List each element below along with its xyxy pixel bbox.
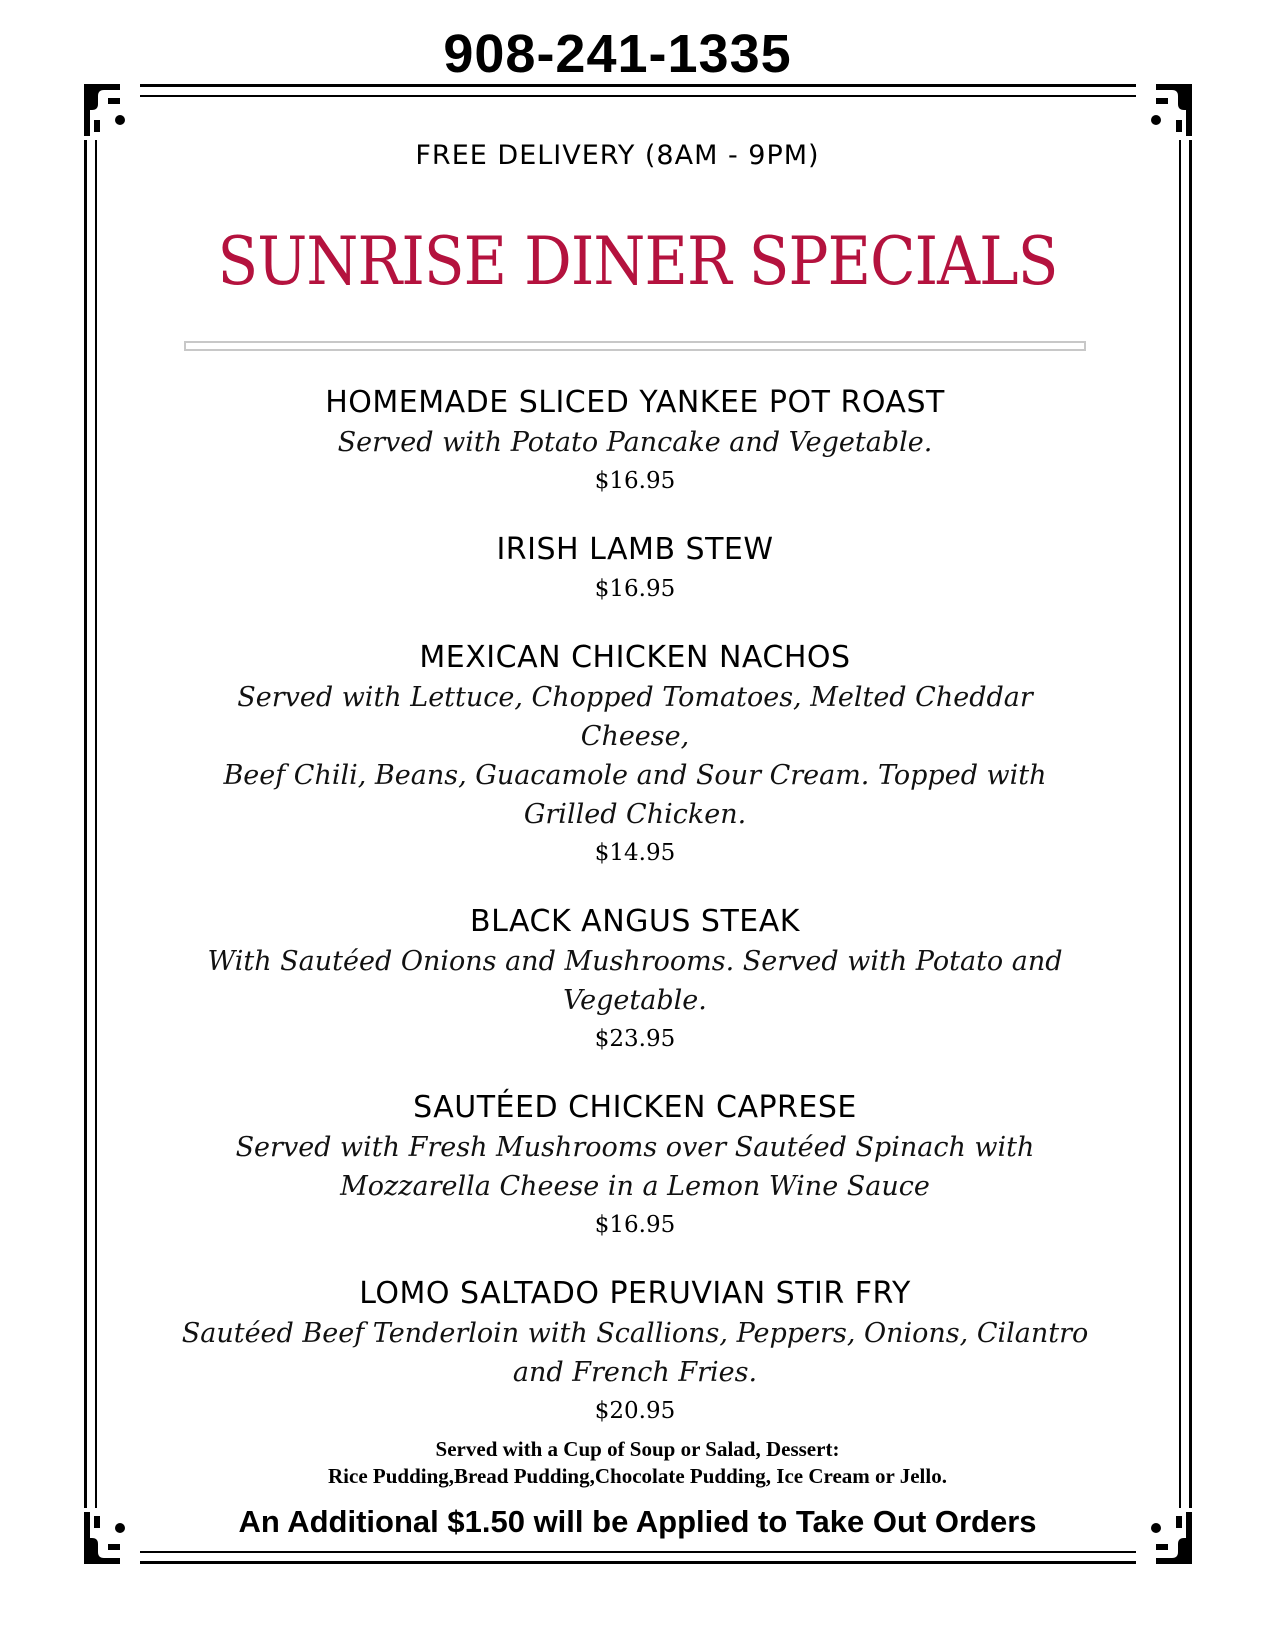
menu-item-description: Served with Fresh Mushrooms over Sautéed Spinach with (235, 1132, 1035, 1163)
menu-item-price: $16.95 (594, 576, 676, 602)
menu-item (180, 902, 1090, 1058)
page-title: SUNRISE DINER SPECIALS (217, 223, 1058, 300)
menu-item-description: Sautéed Beef Tenderloin with Scallions, Peppers, Onions, Cilantro (181, 1318, 1089, 1349)
corner-ornament-icon (1136, 80, 1196, 140)
delivery-hours: FREE DELIVERY (8AM - 9PM) (415, 140, 820, 171)
menu-item-description: Mozzarella Cheese in a Lemon Wine Sauce (340, 1171, 930, 1202)
menu-item-name: IRISH LAMB STEW (496, 532, 774, 567)
menu-item-price: $16.95 (594, 468, 676, 494)
note-line: Rice Pudding,Bread Pudding,Chocolate Pudding, Ice Cream or Jello. (328, 1464, 947, 1488)
menu-item-description: With Sautéed Onions and Mushrooms. Served with Potato and (207, 946, 1063, 977)
divider (184, 341, 1086, 351)
corner-ornament-icon (80, 80, 140, 140)
menu-item (180, 530, 1090, 608)
menu-item-name: HOMEMADE SLICED YANKEE POT ROAST (325, 385, 945, 420)
menu-item-price: $16.95 (594, 1212, 676, 1238)
takeout-surcharge-note: An Additional $1.50 will be Applied to Take Out Orders (238, 1504, 1037, 1539)
menu-item (180, 383, 1090, 500)
menu-item-name: LOMO SALTADO PERUVIAN STIR FRY (359, 1276, 911, 1311)
menu-item-name: SAUTÉED CHICKEN CAPRESE (413, 1090, 857, 1125)
included-sides-note (0, 1436, 1275, 1490)
menu-item-description: and French Fries. (512, 1357, 758, 1388)
menu-item-name: BLACK ANGUS STEAK (470, 904, 800, 939)
menu-item-description: Vegetable. (563, 985, 707, 1016)
menu-item-price: $23.95 (594, 1026, 676, 1052)
menu-items-list (180, 383, 1090, 1460)
menu-item-name: MEXICAN CHICKEN NACHOS (419, 640, 851, 675)
menu-item-description: Served with Lettuce, Chopped Tomatoes, Melted Cheddar Cheese, (237, 682, 1033, 752)
menu-item-price: $14.95 (594, 840, 676, 866)
menu-item-description: Beef Chili, Beans, Guacamole and Sour Cream. Topped with (223, 760, 1047, 791)
menu-item-description: Served with Potato Pancake and Vegetable. (337, 427, 933, 458)
note-line: Served with a Cup of Soup or Salad, Dessert: (435, 1437, 840, 1461)
menu-item (180, 638, 1090, 872)
menu-item (180, 1274, 1090, 1430)
menu-item-description: Grilled Chicken. (523, 799, 747, 830)
phone-number: 908-241-1335 (443, 24, 792, 84)
menu-item (180, 1088, 1090, 1244)
menu-item-price: $20.95 (594, 1398, 676, 1424)
